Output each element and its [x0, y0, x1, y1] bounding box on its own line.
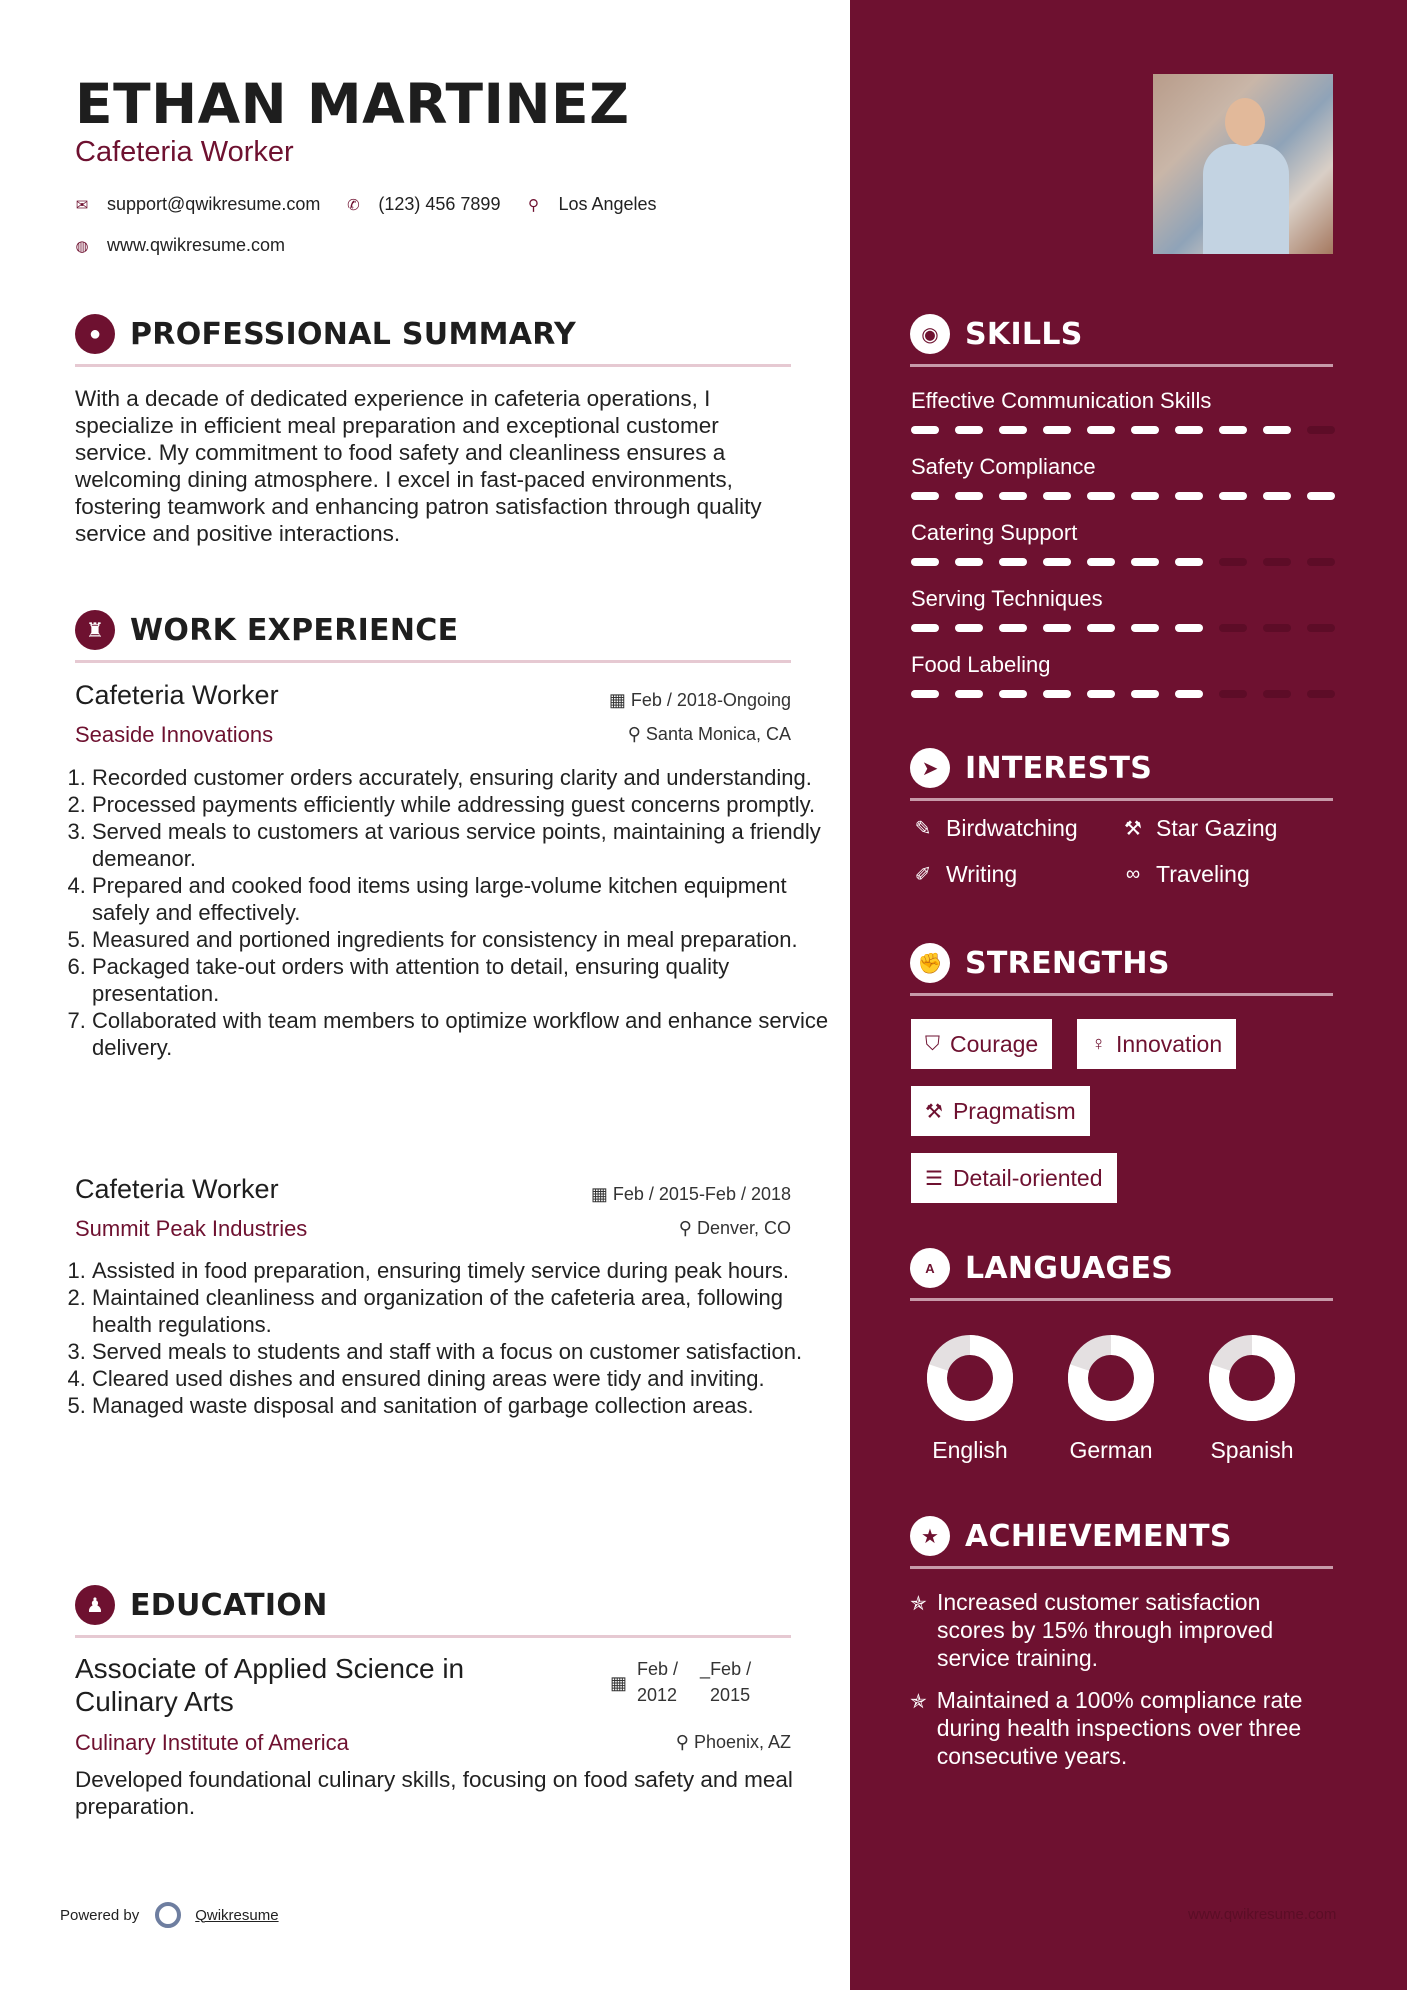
skill-level-dash [999, 558, 1027, 566]
list-item: 5. Measured and portioned ingredients for consistency in meal preparation. [92, 926, 832, 953]
powered-by-label: Powered by [60, 1906, 140, 1924]
strength-label: Courage [950, 1030, 1039, 1057]
job-company: Seaside Innovations [75, 722, 274, 747]
shooting-star-icon: ✯ [910, 1593, 927, 1615]
interests-header [910, 748, 1333, 801]
language-name: Spanish [1210, 1437, 1294, 1463]
interest-label: Writing [946, 861, 1018, 887]
school-name: Culinary Institute of America [75, 1730, 349, 1755]
skill-level-dash [1043, 690, 1071, 698]
job-date [591, 1184, 791, 1205]
degree-title: Associate of Applied Science in Culinary Arts [75, 1653, 465, 1717]
education-description: Developed foundational culinary skills, focusing on food safety and meal preparation. [75, 1767, 793, 1819]
skill-level-dash [1043, 426, 1071, 434]
skill-level-dash [911, 426, 939, 434]
achievements-heading: ACHIEVEMENTS [965, 1518, 1232, 1554]
interest-item [1120, 861, 1250, 888]
skill-level-dash [1263, 426, 1291, 434]
job-location-text: Santa Monica, CA [645, 724, 791, 744]
skill-level-dash [1175, 492, 1203, 500]
skill-level-dash [1307, 492, 1335, 500]
skill-level-dash [999, 690, 1027, 698]
skill-level-bar [911, 558, 1336, 566]
skill-level-dash [1307, 426, 1335, 434]
skill-level-dash [1263, 690, 1291, 698]
strength-label: Detail-oriented [952, 1164, 1103, 1191]
interest-item [1120, 815, 1277, 842]
languages-heading: LANGUAGES [965, 1250, 1174, 1286]
skill-level-dash [999, 624, 1027, 632]
skill-name: Food Labeling [911, 652, 1051, 677]
candidate-title: Cafeteria Worker [75, 136, 294, 168]
strength-label: Pragmatism [952, 1097, 1076, 1124]
skills-header [910, 314, 1333, 367]
summary-heading: PROFESSIONAL SUMMARY [130, 316, 577, 352]
job-date-text: Feb / 2018-Ongoing [630, 690, 791, 710]
skill-level-dash [1263, 624, 1291, 632]
achievement-item [910, 1588, 1330, 1672]
list-item: 1. Recorded customer orders accurately, ensuring clarity and understanding. [92, 764, 832, 791]
globe-icon: ◍ [75, 237, 89, 255]
user-icon: ● [75, 314, 115, 354]
achievements-header [910, 1516, 1333, 1569]
skill-level-dash [955, 492, 983, 500]
skill-level-dash [1131, 558, 1159, 566]
shooting-star-icon: ✯ [910, 1691, 927, 1713]
list-item: 1. Assisted in food preparation, ensuring timely service during peak hours. [92, 1257, 832, 1284]
skill-level-dash [955, 690, 983, 698]
skill-level-dash [1307, 558, 1335, 566]
skill-level-dash [1131, 492, 1159, 500]
skill-level-dash [1263, 492, 1291, 500]
job-location [628, 724, 791, 745]
skill-level-dash [911, 558, 939, 566]
map-marker-icon: ⚲ [527, 196, 539, 214]
translate-icon: A [910, 1248, 950, 1288]
strengths-header [910, 943, 1333, 996]
education-header [75, 1585, 791, 1638]
achievement-text: Maintained a 100% compliance rate during health inspections over three consecutive years. [936, 1687, 1303, 1769]
achievement-item [910, 1686, 1330, 1770]
interest-item [910, 861, 1017, 888]
strength-label: Innovation [1116, 1030, 1223, 1057]
skill-level-dash [1131, 624, 1159, 632]
skill-level-dash [1087, 426, 1115, 434]
paper-plane-icon: ➤ [910, 748, 950, 788]
pin-icon: ⚲ [627, 724, 646, 744]
list-item: 6. Packaged take-out orders with attention to detail, ensuring quality presentation. [92, 953, 832, 1007]
list-item: 4. Prepared and cooked food items using large-volume kitchen equipment safely and effectively. [92, 872, 832, 926]
language-level-donut [1209, 1335, 1295, 1421]
photo-figure-head [1225, 98, 1265, 146]
languages-header [910, 1248, 1333, 1301]
interest-item [910, 815, 1078, 842]
powered-by [60, 1902, 279, 1928]
gavel-icon: ⚒ [925, 1100, 943, 1123]
skill-level-dash [955, 558, 983, 566]
skill-level-bar [911, 426, 1336, 434]
interest-label: Traveling [1156, 861, 1250, 887]
qwikresume-link[interactable]: Qwikresume [195, 1906, 279, 1924]
edu-start-year: 2012 [637, 1685, 678, 1705]
skill-level-dash [1307, 624, 1335, 632]
skill-name: Effective Communication Skills [911, 388, 1212, 413]
email-link[interactable]: support@qwikresume.com [107, 194, 321, 214]
job-location [679, 1218, 791, 1239]
pin-icon: ⚲ [675, 1732, 694, 1752]
skill-level-dash [1043, 492, 1071, 500]
summary-header [75, 314, 791, 367]
list-item: 2. Maintained cleanliness and organization of the cafeteria area, following health regulations. [92, 1284, 832, 1338]
list-icon: ☰ [925, 1167, 943, 1190]
binoculars-icon: ∞ [1125, 863, 1141, 885]
lightbulb-icon: ♀ [1091, 1032, 1106, 1055]
skill-level-dash [955, 624, 983, 632]
skill-level-dash [1175, 624, 1203, 632]
edu-end-year: 2015 [710, 1685, 751, 1705]
skill-level-dash [1219, 426, 1247, 434]
website-row [75, 235, 285, 256]
language-level-donut [927, 1335, 1013, 1421]
lightbulb-icon: ◉ [910, 314, 950, 354]
edu-start-month: Feb / [637, 1659, 679, 1679]
skill-level-dash [999, 426, 1027, 434]
strength-tag [911, 1086, 1090, 1136]
candidate-name: ETHAN MARTINEZ [75, 72, 630, 136]
skill-level-dash [1131, 690, 1159, 698]
job-date [609, 690, 791, 711]
skill-level-dash [911, 492, 939, 500]
skill-level-dash [1219, 690, 1247, 698]
skill-level-dash [1175, 558, 1203, 566]
skill-level-dash [911, 624, 939, 632]
job-responsibilities [66, 764, 832, 1061]
skill-level-dash [1043, 558, 1071, 566]
strength-tag [911, 1153, 1117, 1203]
graduate-icon: ♟ [75, 1585, 115, 1625]
skill-level-bar [911, 492, 1336, 500]
language-level-donut [1068, 1335, 1154, 1421]
star-icon: ★ [910, 1516, 950, 1556]
edu-end-month: Feb / [710, 1659, 752, 1679]
skill-level-dash [955, 426, 983, 434]
job-date-text: Feb / 2015-Feb / 2018 [612, 1184, 791, 1204]
phone-text: (123) 456 7899 [378, 194, 501, 214]
job-location-text: Denver, CO [696, 1218, 791, 1238]
skill-level-dash [1175, 690, 1203, 698]
envelope-icon: ✉ [75, 196, 89, 214]
experience-header [75, 610, 791, 663]
school-location [676, 1732, 791, 1753]
pencil-icon: ✐ [914, 864, 932, 886]
skill-name: Safety Compliance [911, 454, 1096, 479]
skill-level-dash [1219, 624, 1247, 632]
skill-level-dash [1263, 558, 1291, 566]
skill-level-dash [1087, 690, 1115, 698]
pin-icon: ⚲ [678, 1218, 697, 1238]
contact-row [75, 194, 657, 215]
language-item [1051, 1335, 1171, 1464]
skill-level-dash [1131, 426, 1159, 434]
list-item: 4. Cleared used dishes and ensured dining areas were tidy and inviting. [92, 1365, 832, 1392]
skills-heading: SKILLS [965, 316, 1083, 352]
qwikresume-logo-icon [155, 1902, 181, 1928]
education-heading: EDUCATION [130, 1587, 328, 1623]
skill-level-dash [999, 492, 1027, 500]
chair-icon: ♜ [75, 610, 115, 650]
watermark-text: www.qwikresume.com [1188, 1906, 1337, 1923]
skill-level-dash [1307, 690, 1335, 698]
profile-photo [1153, 74, 1333, 254]
language-item [910, 1335, 1030, 1464]
job-responsibilities [66, 1257, 832, 1419]
skill-name: Serving Techniques [911, 586, 1103, 611]
education-date [610, 1656, 751, 1708]
achievement-text: Increased customer satisfaction scores by 15% through improved service training. [936, 1589, 1274, 1671]
skill-level-bar [911, 690, 1336, 698]
skill-level-dash [1087, 624, 1115, 632]
list-item: 7. Collaborated with team members to optimize workflow and enhance service delivery. [92, 1007, 832, 1061]
list-item: 3. Served meals to students and staff with a focus on customer satisfaction. [92, 1338, 832, 1365]
gavel-icon: ⚒ [1124, 818, 1142, 840]
experience-heading: WORK EXPERIENCE [130, 612, 459, 648]
skill-level-dash [1219, 558, 1247, 566]
summary-text: With a decade of dedicated experience in cafeteria operations, I specialize in efficient meal preparation and exceptional customer service. My commitment to food safety and cleanliness ensures a welcoming dining atmosphere. I excel in fast-paced environments, fostering teamwork and enhancing patron satisfaction through quality service and positive interactions. [75, 386, 762, 546]
interest-label: Birdwatching [946, 815, 1078, 841]
school-location-text: Phoenix, AZ [693, 1732, 791, 1752]
fist-icon: ✊ [910, 943, 950, 983]
job-title: Cafeteria Worker [75, 680, 279, 710]
job-title: Cafeteria Worker [75, 1174, 279, 1204]
language-item [1192, 1335, 1312, 1464]
phone-icon: ✆ [347, 196, 360, 214]
calendar-icon: ▦ [590, 1184, 613, 1204]
website-link[interactable]: www.qwikresume.com [107, 235, 286, 255]
shield-icon: ⛉ [925, 1032, 940, 1055]
interests-heading: INTERESTS [965, 750, 1153, 786]
calendar-icon: ▦ [608, 690, 631, 710]
skill-level-dash [911, 690, 939, 698]
skill-name: Catering Support [911, 520, 1078, 545]
skill-level-dash [1087, 492, 1115, 500]
skill-level-dash [1219, 492, 1247, 500]
language-name: English [932, 1437, 1008, 1463]
strength-tag [911, 1019, 1052, 1069]
skill-level-bar [911, 624, 1336, 632]
location-text: Los Angeles [558, 194, 657, 214]
skill-level-dash [1175, 426, 1203, 434]
strength-tag [1077, 1019, 1236, 1069]
strengths-heading: STRENGTHS [965, 945, 1170, 981]
list-item: 5. Managed waste disposal and sanitation of garbage collection areas. [92, 1392, 832, 1419]
skill-level-dash [1087, 558, 1115, 566]
edit-icon: ✎ [914, 818, 932, 840]
job-company: Summit Peak Industries [75, 1216, 308, 1241]
edu-date-separator: _ [700, 1659, 711, 1679]
language-name: German [1069, 1437, 1153, 1463]
photo-figure-body [1203, 144, 1289, 254]
skill-level-dash [1043, 624, 1071, 632]
calendar-icon: ▦ [610, 1673, 628, 1693]
list-item: 3. Served meals to customers at various service points, maintaining a friendly demeanor. [92, 818, 832, 872]
interest-label: Star Gazing [1156, 815, 1278, 841]
list-item: 2. Processed payments efficiently while addressing guest concerns promptly. [92, 791, 832, 818]
